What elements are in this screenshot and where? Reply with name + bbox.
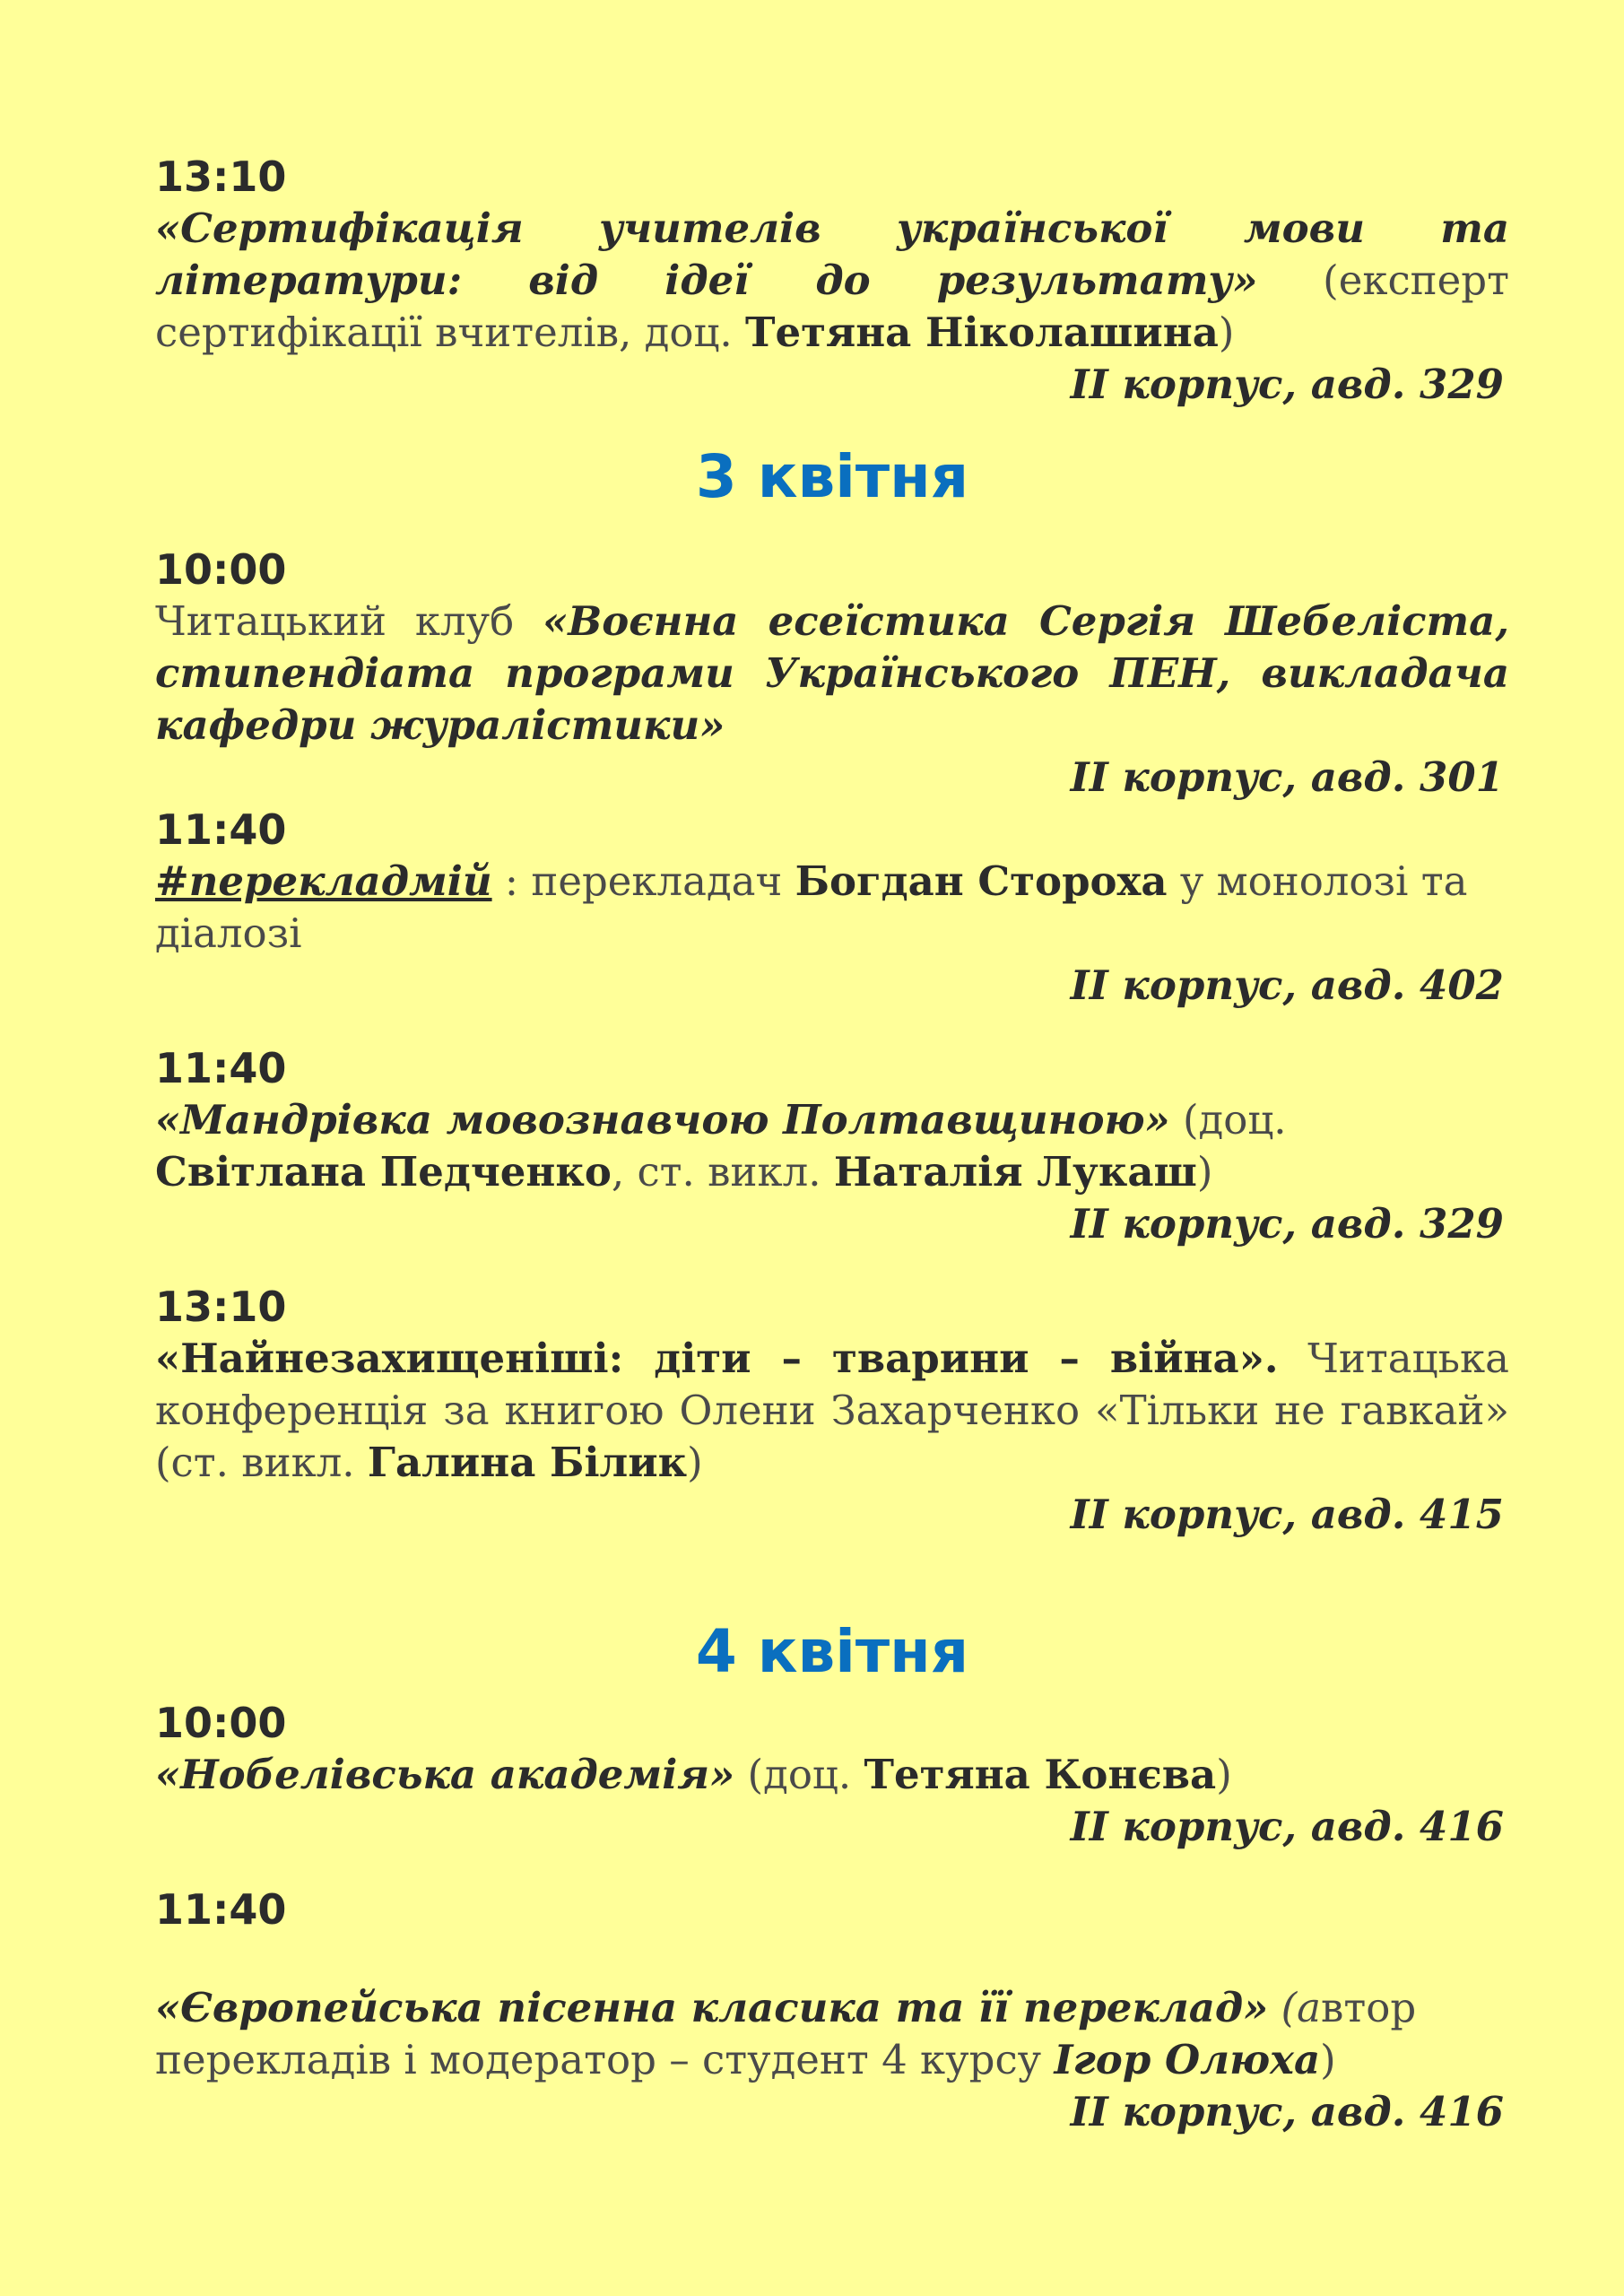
event-location: ІІ корпус, авд. 402 <box>1070 961 1504 1009</box>
event-title: «Європейська пісенна класика та її переклад» <box>155 1984 1269 2031</box>
event-person: Богдан Стороха <box>795 857 1168 905</box>
event-time: 13:10 <box>155 1283 287 1331</box>
event-text: Читацький клуб <box>155 597 543 645</box>
event-time: 11:40 <box>155 1044 287 1092</box>
event-title-link[interactable]: #перекладмій <box>155 857 492 905</box>
event-closing: ) <box>1320 2036 1336 2083</box>
event-text: Читацька конференція за книгою Олени Захарченко «Тільки не гавкай» (ст. викл. <box>155 1335 1509 1486</box>
event-person: Галина Білик <box>367 1439 688 1486</box>
event-location: ІІ корпус, авд. 416 <box>1070 1803 1504 1850</box>
event-person: Наталія Лукаш <box>833 1148 1197 1196</box>
event-title: «Воєнна есеїстика Сергія Шебеліста, стипендіата програми Українського ПЕН, викладача кафедри журалістики» <box>155 597 1509 749</box>
event-time: 10:00 <box>155 1699 287 1747</box>
event-text: : перекладач <box>491 857 795 905</box>
event-item <box>155 1042 1509 1250</box>
event-item <box>155 151 1509 411</box>
event-description <box>155 856 1509 960</box>
event-title: «Мандрівка мовознавчою Полтавщиною» <box>155 1096 1170 1144</box>
event-time: 10:00 <box>155 545 287 594</box>
event-title: «Сертифікація учителів української мови та літератури: від ідеї до результату» <box>155 204 1509 304</box>
event-item <box>155 1883 1509 2138</box>
event-time: 13:10 <box>155 152 287 201</box>
event-closing: ) <box>687 1439 703 1486</box>
event-description <box>155 1333 1509 1489</box>
event-text: , ст. викл. <box>611 1148 834 1196</box>
event-person: Ігор Олюха <box>1054 2036 1321 2083</box>
event-time: 11:40 <box>155 1885 287 1934</box>
event-item <box>155 544 1509 804</box>
event-description <box>155 1094 1509 1198</box>
event-title: «Нобелівська академія» <box>155 1751 735 1798</box>
event-person: Тетяна Конєва <box>864 1751 1217 1798</box>
event-closing: ) <box>1218 309 1235 356</box>
day-heading: 4 квітня <box>695 1617 969 1686</box>
event-text: втор перекладів і модератор – студент 4 курсу <box>155 1984 1417 2083</box>
event-text: (а <box>1268 1984 1322 2031</box>
event-closing: у монолозі та діалозі <box>155 857 1468 957</box>
event-text: (експерт сертифікації вчителів, доц. <box>155 257 1509 356</box>
event-description <box>155 1749 1509 1801</box>
event-location: ІІ корпус, авд. 301 <box>1070 753 1504 801</box>
event-description <box>155 203 1509 359</box>
event-title: «Найнезахищеніші: діти – тварини – війна». <box>155 1335 1279 1382</box>
event-text: (доц. <box>734 1751 864 1798</box>
event-closing: ) <box>1196 1148 1213 1196</box>
event-closing: ) <box>1216 1751 1232 1798</box>
event-item <box>155 804 1509 1012</box>
event-description <box>155 596 1509 752</box>
program-page <box>155 151 1509 2138</box>
event-item <box>155 1697 1509 1853</box>
event-item <box>155 1281 1509 1541</box>
event-location: ІІ корпус, авд. 416 <box>1070 2088 1504 2135</box>
event-location: ІІ корпус, авд. 329 <box>1070 1200 1504 1248</box>
event-location: ІІ корпус, авд. 415 <box>1070 1491 1504 1538</box>
event-description <box>155 1982 1509 2086</box>
event-location: ІІ корпус, авд. 329 <box>1070 361 1504 408</box>
event-person: Світлана Педченко <box>155 1148 612 1196</box>
event-text: (доц. <box>1169 1096 1287 1144</box>
event-person: Тетяна Ніколашина <box>745 309 1219 356</box>
event-time: 11:40 <box>155 805 287 854</box>
day-heading: 3 квітня <box>695 442 969 511</box>
